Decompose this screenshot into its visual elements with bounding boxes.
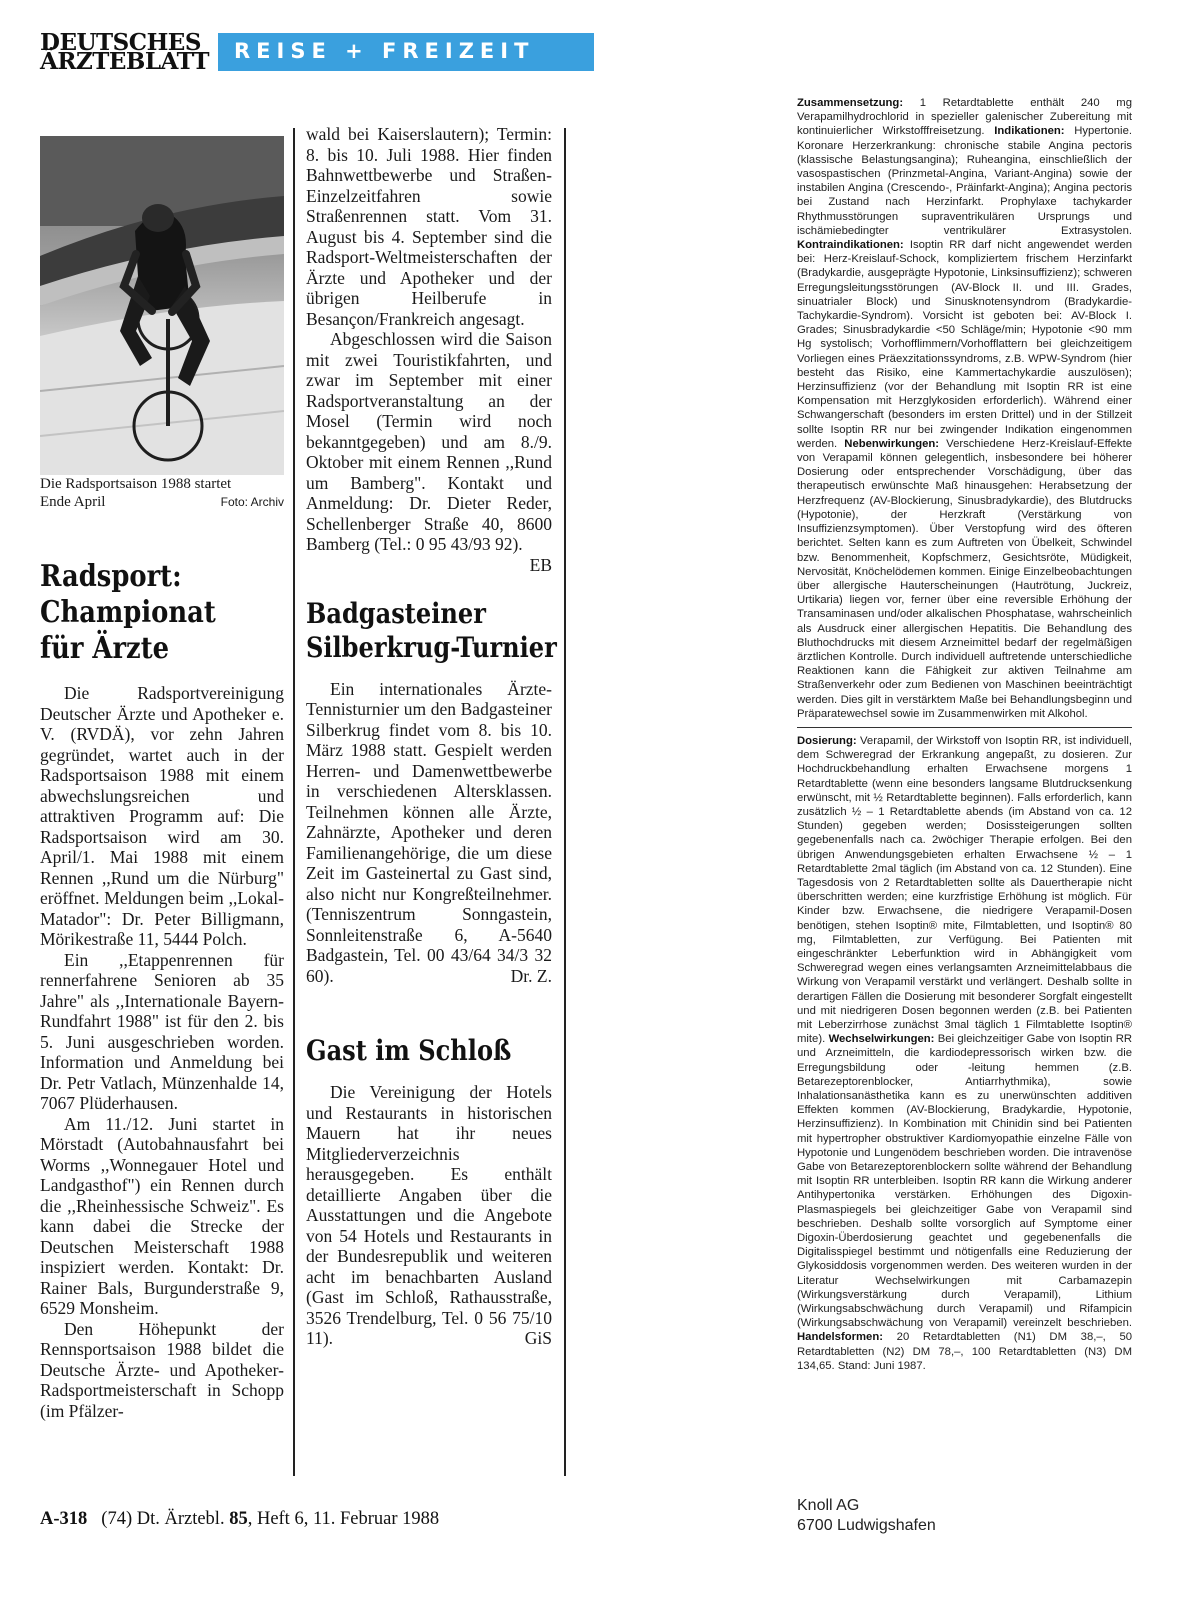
company-name: Knoll AG bbox=[797, 1497, 860, 1514]
label-dosierung: Dosierung: bbox=[797, 734, 857, 747]
article-body-badgastein bbox=[306, 679, 552, 987]
logo-line-2: ÄRZTEBLATT bbox=[40, 48, 210, 75]
paragraph: Ein internationales Ärzte-Tennisturnier um den Badgasteiner Silberkrug findet vom 8. bis 10. März 1988 statt. Gespielt werden Herren- und Damenwettbewerbe in verschiedenen Altersklassen. Teilnehmen können alle Ärzte, Zahnärzte, Apotheker und deren Familienangehörige, die um diese Zeit im Gasteinertal zu Gast sind, also nicht nur Kongreßteilnehmer. (Tenniszentrum Sonngastein, Sonnleitenstraße 6, A-5640 Badgastein, Tel. 00 43/64 34/3 32 60). Dr. Z. bbox=[306, 678, 552, 986]
photo-caption-line-2: Ende April bbox=[40, 494, 106, 510]
company-address bbox=[797, 1496, 936, 1536]
drug-information bbox=[797, 96, 1132, 1373]
photo-caption-row bbox=[40, 493, 284, 511]
drug-info-block: Zusammensetzung: 1 Retardtablette enthält 240 mg Verapamilhydrochlorid in spezieller galenischer Zubereitung mit kontinuierlicher Wirkstofffreisetzung. Indikationen: Hypertonie. Koronare Herzerkrankung: chronische stabile Angina pectoris (klassische Belastungsangina); Ruheangina, einschließlich der vasospastischen (Prinzmetal-Angina, Variant-Angina) sowie der instabilen Angina (Crescendo-, Präinfarkt-Angina); Angina pectoris bei Zustand nach Herzinfarkt. Prophylaxe tachykarder Rhythmusstörungen supraventrikulären Ursprungs und ischämiebedingter ventrikulärer Extrasystolen. Kontraindikationen: Isoptin RR darf nicht angewendet werden bei: Herz-Kreislauf-Schock, kompliziertem frischem Herzinfarkt (Bradykardie, ausgeprägte Hypotonie, Linksinsuffizienz); schweren Erregungsleitungsstörungen (AV-Block II. und III. Grades, sinuatrialer Block) und Sinusknotensyndrom (Bradykardie-Tachykardie-Syndrom). Vorsicht ist geboten bei: AV-Block I. Grades; Sinusbradykardie <50 Schläge/min; Hypotonie <90 mm Hg systolisch; Vorhofflimmern/Vorhofflattern bei gleichzeitigem Vorliegen eines Präexzitationssyndroms, z.B. WPW-Syndrom (hier besteht das Risiko, eine Kammertachykardie auszulösen); Herzinsuffizienz (vor der Behandlung mit Isoptin RR ist eine Kompensation mit Herzglykosiden erforderlich). Während einer Schwangerschaft (besonders im ersten Drittel) und in der Stillzeit sollte Isoptin RR nur bei zwingender Indikation eingenommen werden. Nebenwirkungen: Verschiedene Herz-Kreislauf-Effekte von Verapamil können gelegentlich, insbesondere bei höherer Dosierung oder entsprechender Vorschädigung, über das therapeutisch erwünschte Maß hinausgehen: Herabsetzung der Herzfrequenz (AV-Blockierung, Sinusbradykardie), des Blutdrucks (Hypotonie), der Herzkraft (Verstärkung von Insuffizienzsymptomen). Über Verstopfung wird des öfteren berichtet. Selten kann es zum Auftreten von Übelkeit, Schwindel bzw. Benommenheit, Kopfschmerz, Gesichtsröte, Müdigkeit, Nervosität, Knöchelödemen kommen. Einige Einzelbeobachtungen über allergische Hauterscheinungen (Hautrötung, Juckreiz, Urtikaria) liegen vor, ferner über eine reversible Erhöhung der Transaminasen und/oder alkalischen Phosphatase, wahrscheinlich als Ausdruck einer allergischen Hepatitis. Die Behandlung des Bluthochdrucks mit diesem Arzneimittel bedarf der regelmäßigen ärztlichen Kontrolle. Durch individuell auftretende unterschiedliche Reaktionen kann die Fähigkeit zur aktiven Teilnahme am Straßenverkehr oder zum Bedienen von Maschinen beeinträchtigt werden. Dies gilt in verstärktem Maße bei Behandlungsbeginn und Präparatewechsel sowie im Zusammenwirken mit Alkohol. bbox=[797, 97, 1133, 720]
article-headline-badgastein: Badgasteiner Silberkrug-Turnier bbox=[306, 596, 557, 664]
section-title: REISE + FREIZEIT bbox=[234, 39, 535, 63]
logo-line-1: DEUTSCHES bbox=[40, 29, 201, 56]
article-headline-gast-im-schloss: Gast im Schloß bbox=[306, 1034, 512, 1067]
section-banner bbox=[218, 33, 594, 71]
column-rule bbox=[293, 128, 295, 1476]
issue-date: , Heft 6, 11. Februar 1988 bbox=[247, 1509, 440, 1529]
paragraph: wald bei Kaiserslautern); Termin: 8. bis 10. Juli 1988. Hier finden Bahnwettbewerbe und Straßen-Einzelzeitfahren sowie Straßenrennen statt. Vom 31. August bis 4. September sind die Radsport-Weltmeisterschaften der Ärzte und Apotheker und der übrigen Heilberufe in Besançon/Frankreich angesagt. bbox=[306, 124, 552, 329]
label-zusammensetzung: Zusammensetzung: bbox=[797, 97, 904, 109]
label-kontraindikationen: Kontraindikationen: bbox=[797, 239, 904, 252]
label-handelsformen: Handelsformen: bbox=[797, 1331, 883, 1344]
column-rule bbox=[564, 128, 566, 1476]
column-middle bbox=[306, 124, 557, 1349]
journal-logo bbox=[40, 29, 210, 75]
label-indikationen: Indikationen: bbox=[994, 125, 1065, 138]
photo-credit: Foto: Archiv bbox=[220, 495, 284, 509]
article-headline-radsport: Radsport: Championat für Ärzte bbox=[40, 559, 216, 666]
article-signature: Dr. Z. bbox=[510, 965, 552, 986]
article-body-radsport-continued bbox=[306, 124, 552, 575]
company-city: 6700 Ludwigshafen bbox=[797, 1517, 936, 1534]
divider bbox=[797, 727, 1132, 728]
photo-caption: Die Radsportsaison 1988 startet bbox=[40, 476, 232, 492]
paragraph: Am 11./12. Juni startet in Mörstadt (Autobahnausfahrt bei Worms ,,Wonnegauer Hotel und Landgasthof") ein Rennen durch die ,,Rheinhessische Schweiz". Es kann dabei die Strecke der Deutschen Meisterschaft 1988 inspiziert werden. Kontakt: Dr. Rainer Bals, Burgunderstraße 9, 6529 Monsheim. bbox=[40, 1113, 284, 1318]
article-signature: EB bbox=[529, 554, 552, 575]
article-body-gast-im-schloss bbox=[306, 1082, 552, 1349]
paragraph: Die Radsportvereinigung Deutscher Ärzte und Apotheker e. V. (RVDÄ), vor zehn Jahren gegründet, wartet auch in der Radsportsaison 1988 mit einem abwechslungsreichen und attraktiven Programm auf: Die Radsportsaison wird am 30. April/1. Mai 1988 mit einem Rennen ,,Rund um die Nürburg" eröffnet. Meldungen beim ,,Lokal-Matador": Dr. Peter Billigmann, Mörikestraße 11, 5444 Polch. bbox=[40, 683, 284, 949]
page-number: A-318 bbox=[40, 1509, 88, 1529]
label-wechselwirkungen: Wechselwirkungen: bbox=[828, 1033, 935, 1046]
paragraph: Ein ,,Etappenrennen für rennerfahrene Senioren ab 35 Jahre" als ,,Internationale Bayern-Rundfahrt 1988" ist für den 2. bis 5. Juni ausgeschrieben worden. Information und Anmeldung bei Dr. Petr Vatlach, Münzenhalde 14, 7067 Plüderhausen. bbox=[40, 949, 284, 1113]
cyclist-photo bbox=[40, 136, 284, 475]
paragraph: Den Höhepunkt der Rennsportsaison 1988 bildet die Deutsche Ärzte- und Apotheker-Radsportmeisterschaft in Schopp (im Pfälzer- bbox=[40, 1318, 284, 1421]
paragraph: Abgeschlossen wird die Saison mit zwei Touristikfahrten, und zwar im September mit einer Radsportveranstaltung an der Mosel (Termin wird noch bekanntgegeben) und am 8./9. Oktober mit einem Rennen ,,Rund um Bamberg". Kontakt und Anmeldung: Dr. Dieter Reder, Schellenberger Straße 40, 8600 Bamberg (Tel.: 0 95 43/93 92). EB bbox=[306, 329, 552, 575]
page-footer bbox=[40, 1509, 439, 1530]
article-body-radsport bbox=[40, 683, 284, 1421]
paragraph: Die Vereinigung der Hotels und Restaurants in historischen Mauern hat ihr neues Mitgliederverzeichnis herausgegeben. Es enthält detaillierte Angaben über die Ausstattungen und die Angebote von 54 Hotels und Restaurants in der Bundesrepublik und weiteren acht im benachbarten Ausland (Gast im Schloß, Rathausstraße, 3526 Trendelburg, Tel. 0 56 75/10 11). GiS bbox=[306, 1082, 552, 1348]
volume-number: 85 bbox=[229, 1509, 248, 1529]
drug-dosage-block: Dosierung: Verapamil, der Wirkstoff von Isoptin RR, ist individuell, dem Schweregrad der Erkrankung angepaßt, zu dosieren. Zur Hochdruckbehandlung erhalten Erwachsene morgens 1 Retardtablette (wenn eine besonders langsame Blutdrucksenkung erwünscht, mit ½ Retardtablette beginnen). Falls erforderlich, kann zusätzlich ½ – 1 Retardtablette abends (im Abstand von ca. 12 Stunden) gegeben werden; Dosissteigerungen sollten gegebenenfalls nach ca. 2wöchiger Therapie erfolgen. Bei den übrigen Anwendungsgebieten erhalten Erwachsene ½ – 1 Retardtablette 2mal täglich (im Abstand von ca. 12 Stunden). Eine Tagesdosis von 2 Retardtabletten sollte als Dauertherapie nicht überschritten werden; eine kurzfristige Erhöhung ist möglich. Für Kinder bzw. Erwachsene, die niedrigere Verapamil-Dosen benötigen, stehen Isoptin® mite, Filmtabletten, und Isoptin® 80 mg, Filmtabletten, zur Verfügung. Bei Patienten mit eingeschränkter Leberfunktion wird in Abhängigkeit vom Schweregrad wegen eines verlangsamten Arzneimittelabbaus die Wirkung von Verapamil verstärkt und verlängert. Deshalb sollte in derartigen Fällen die Dosierung mit besonderer Sorgfalt eingestellt und mit niedrigeren Dosen begonnen werden (z.B. bei Patienten mit Leberzirrhose zunächst 3mal täglich 1 Filmtablette Isoptin® mite). Wechselwirkungen: Bei gleichzeitiger Gabe von Isoptin RR und Arzneimitteln, die kardiodepressorisch wirken bzw. die Erregungsbildung oder -leitung hemmen (z.B. Betarezeptorenblocker, Antiarrhythmika), sowie Inhalationsanästhetika kann es zu unerwünschten additiven Effekten kommen (AV-Blockierung, Bradykardie, Hypotonie, Herzinsuffizienz). In Kombination mit Chinidin sind bei Patienten mit hypertropher obstruktiver Kardiomyopathie einzelne Fälle von Hypotonie und Lungenödem beschrieben worden. Die intravenöse Gabe von Betarezeptorenblockern sollte während der Behandlung mit Isoptin RR unterbleiben. Isoptin RR kann die Wirkung anderer Antihypertonika verstärken. Erhöhungen des Digoxin-Plasmaspiegels bei gleichzeitiger Gabe von Verapamil sind beschrieben. Deshalb sollte vorsorglich auf Symptome einer Digoxin-Überdosierung geachtet und gegebenenfalls die Digitalisspiegel bestimmt und nötigenfalls eine Reduzierung der Glykosiddosis vorgenommen werden. Des weiteren wurden in der Literatur Wechselwirkungen mit Carbamazepin (Wirkungsverstärkung durch Verapamil), Lithium (Wirkungsabschwächung durch Verapamil) und Rifampicin (Wirkungsabschwächung von Verapamil) vereinzelt beschrieben. Handelsformen: 20 Retardtabletten (N1) DM 38,–, 50 Retardtabletten (N2) DM 78,–, 100 Retardtabletten (N3) DM 134,65. Stand: Juni 1987. bbox=[797, 734, 1133, 1372]
journal-citation: (74) Dt. Ärztebl. bbox=[101, 1509, 225, 1529]
article-signature: GiS bbox=[524, 1328, 552, 1348]
column-left bbox=[40, 136, 284, 1421]
label-nebenwirkungen: Nebenwirkungen: bbox=[844, 437, 940, 450]
